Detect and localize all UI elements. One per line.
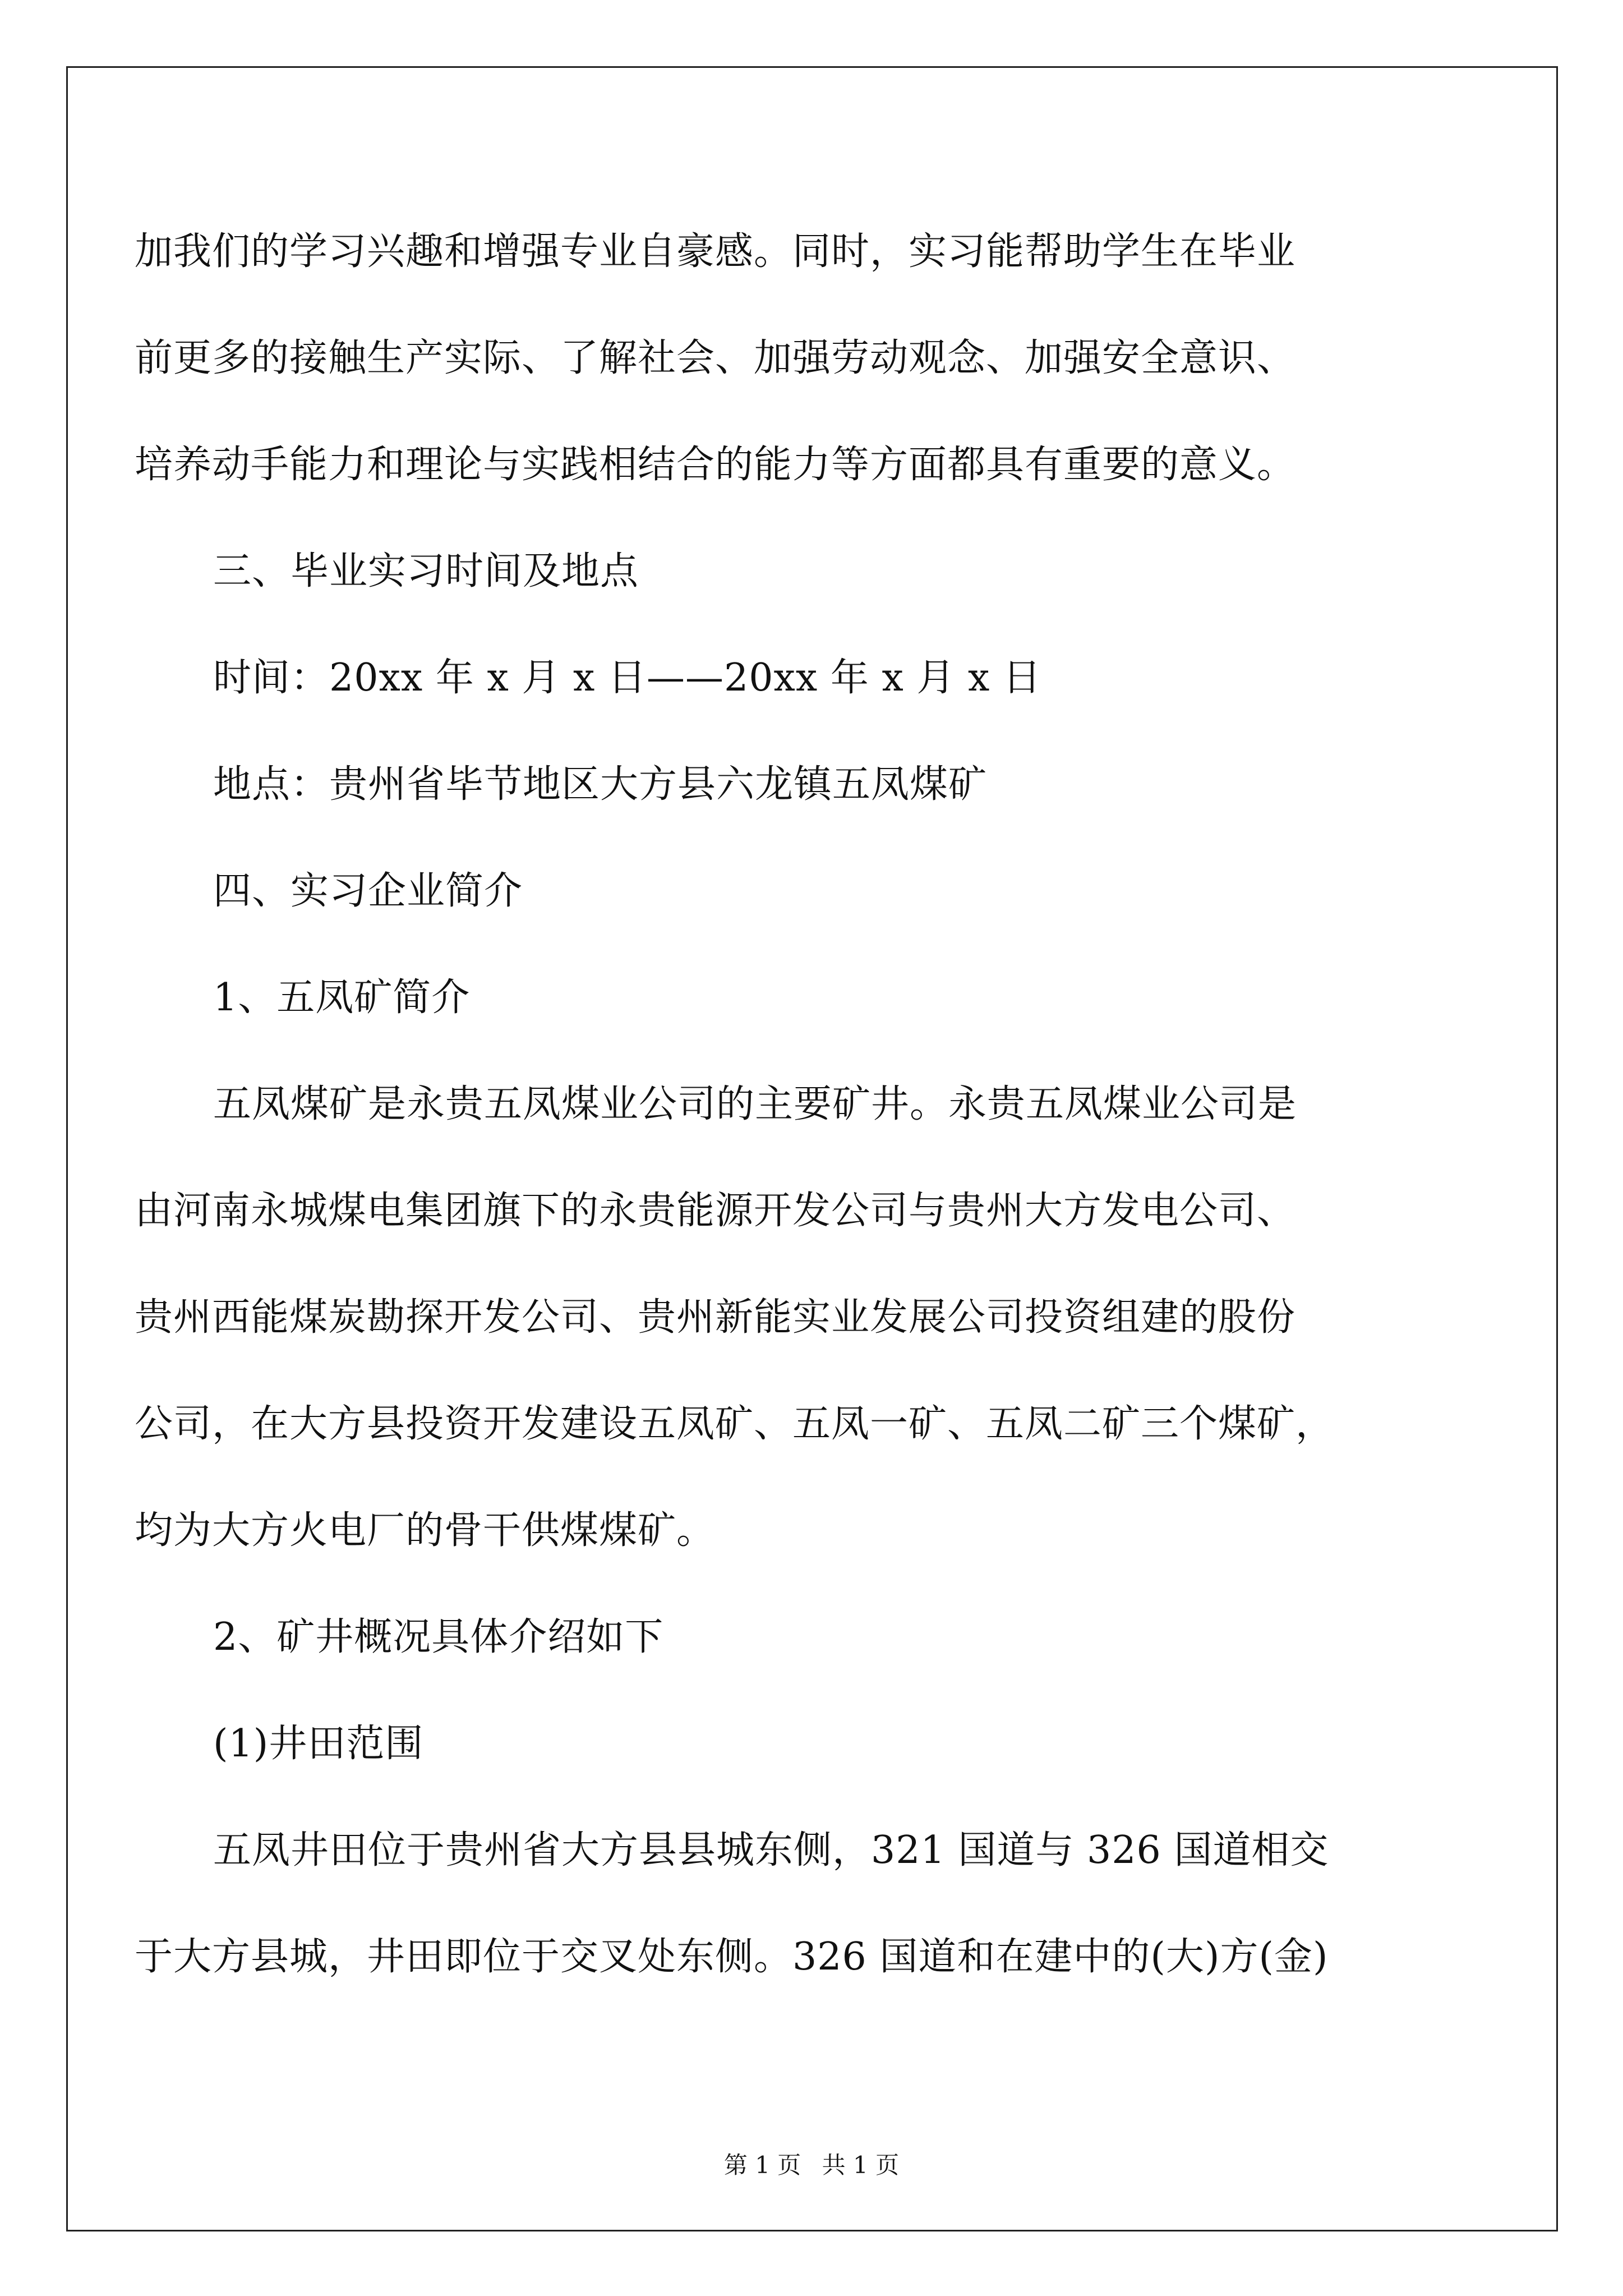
- paragraph-line-11: 贵州西能煤炭勘探开发公司、贵州新能实业发展公司投资组建的股份: [135, 1295, 1296, 1340]
- paragraph-line-16: 五凤井田位于贵州省大方县县城东侧，321 国道与 326 国道相交: [213, 1828, 1329, 1872]
- subsection-heading-1: 1、五凤矿简介: [213, 976, 471, 1020]
- section-heading-4: 四、实习企业简介: [213, 869, 523, 913]
- paragraph-line-13: 均为大方火电厂的骨干供煤煤矿。: [135, 1508, 716, 1553]
- paragraph-line-3: 培养动手能力和理论与实践相结合的能力等方面都具有重要的意义。: [135, 443, 1296, 487]
- paragraph-line-9: 五凤煤矿是永贵五凤煤业公司的主要矿井。永贵五凤煤业公司是: [213, 1082, 1297, 1126]
- page-border: [66, 66, 1558, 2231]
- item-heading-1: (1)井田范围: [213, 1722, 424, 1766]
- subsection-heading-2: 2、矿井概况具体介绍如下: [213, 1615, 664, 1659]
- paragraph-line-10: 由河南永城煤电集团旗下的永贵能源开发公司与贵州大方发电公司、: [135, 1189, 1296, 1233]
- paragraph-line-17: 于大方县城，井田即位于交叉处东侧。326 国道和在建中的(大)方(金): [135, 1935, 1329, 1979]
- paragraph-line-12: 公司，在大方县投资开发建设五凤矿、五凤一矿、五凤二矿三个煤矿，: [135, 1402, 1335, 1446]
- section-heading-3: 三、毕业实习时间及地点: [213, 549, 639, 593]
- paragraph-line-2: 前更多的接触生产实际、了解社会、加强劳动观念、加强安全意识、: [135, 336, 1296, 380]
- paragraph-line-1: 加我们的学习兴趣和增强专业自豪感。同时，实习能帮助学生在毕业: [135, 229, 1296, 274]
- page-number-current: 第 1 页: [723, 2151, 801, 2179]
- internship-location: 地点：贵州省毕节地区大方县六龙镇五凤煤矿: [213, 762, 988, 807]
- internship-time: 时间：20xx 年 x 月 x 日——20xx 年 x 月 x 日: [213, 656, 1042, 700]
- page-footer: [0, 2148, 1623, 2182]
- page-number-total: 共 1 页: [822, 2151, 900, 2179]
